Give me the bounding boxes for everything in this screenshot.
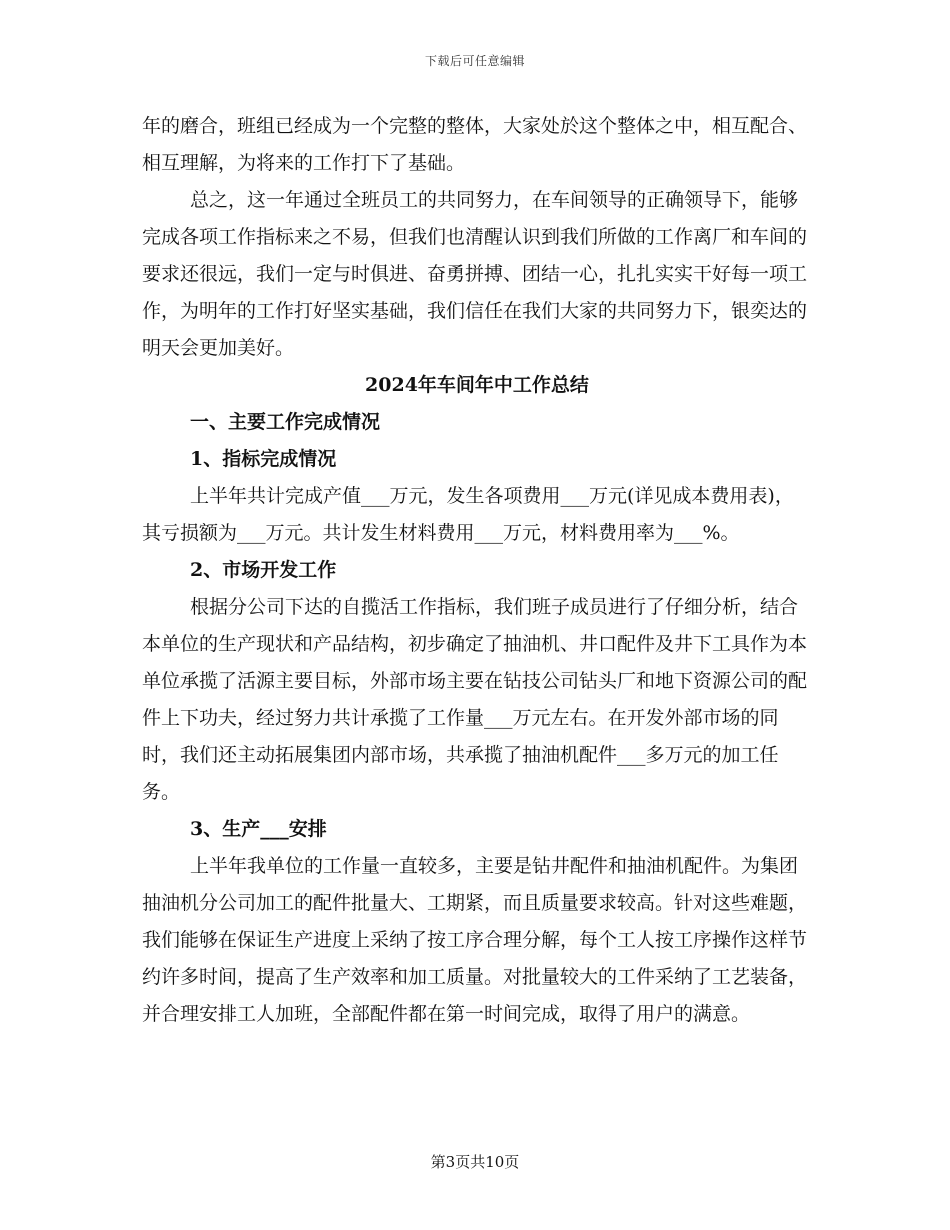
subheading-production: 3、生产___安排 xyxy=(190,818,327,840)
page-number: 第3页共10页 xyxy=(430,1153,520,1171)
document-title: 2024年车间年中工作总结 xyxy=(365,374,589,396)
subheading-indicators: 1、指标完成情况 xyxy=(190,448,337,470)
subheading-market: 2、市场开发工作 xyxy=(190,559,337,581)
paragraph-production: 上半年我单位的工作量一直较多，主要是钻井配件和抽油机配件。为集团抽油机分公司加工的配件批量大、工期紧，而且质量要求较高。针对这些难题，我们能够在保证生产进度上采纳了按工序合理分解，每个工人按工序操作这样节约许多时间，提高了生产效率和加工质量。对批量较大的工件采纳了工艺装备，并合理安排工人加班，全部配件都在第一时间完成，取得了用户的满意。 xyxy=(142,855,808,1025)
page-header: 下载后可任意编辑 xyxy=(424,54,525,68)
paragraph-market: 根据分公司下达的自揽活工作指标，我们班子成员进行了仔细分析，结合本单位的生产现状和产品结构，初步确定了抽油机、井口配件及井下工具作为本单位承揽了活源主要目标，外部市场主要在钻技公司钻头厂和地下资源公司的配件上下功夫，经过努力共计承揽了工作量___万元左右。在开发外部市场的同时，我们还主动拓展集团内部市场，共承揽了抽油机配件___多万元的加工任务。 xyxy=(142,596,808,803)
paragraph-continuation: 年的磨合，班组已经成为一个完整的整体，大家处於这个整体之中，相互配合、相互理解，为将来的工作打下了基础。 xyxy=(142,115,808,174)
paragraph-summary: 总之，这一年通过全班员工的共同努力，在车间领导的正确领导下，能够完成各项工作指标来之不易，但我们也清醒认识到我们所做的工作离厂和车间的要求还很远，我们一定与时俱进、奋勇拼搏、团结一心，扎扎实实干好每一项工作，为明年的工作打好坚实基础，我们信任在我们大家的共同努力下，银奕达的明天会更加美好。 xyxy=(142,189,808,359)
document-body xyxy=(142,108,812,1033)
paragraph-indicators: 上半年共计完成产值___万元，发生各项费用___万元(详见成本费用表)，其亏损额为___万元。共计发生材料费用___万元，材料费用率为___%。 xyxy=(142,485,794,544)
section-heading-main-work: 一、主要工作完成情况 xyxy=(190,411,381,433)
